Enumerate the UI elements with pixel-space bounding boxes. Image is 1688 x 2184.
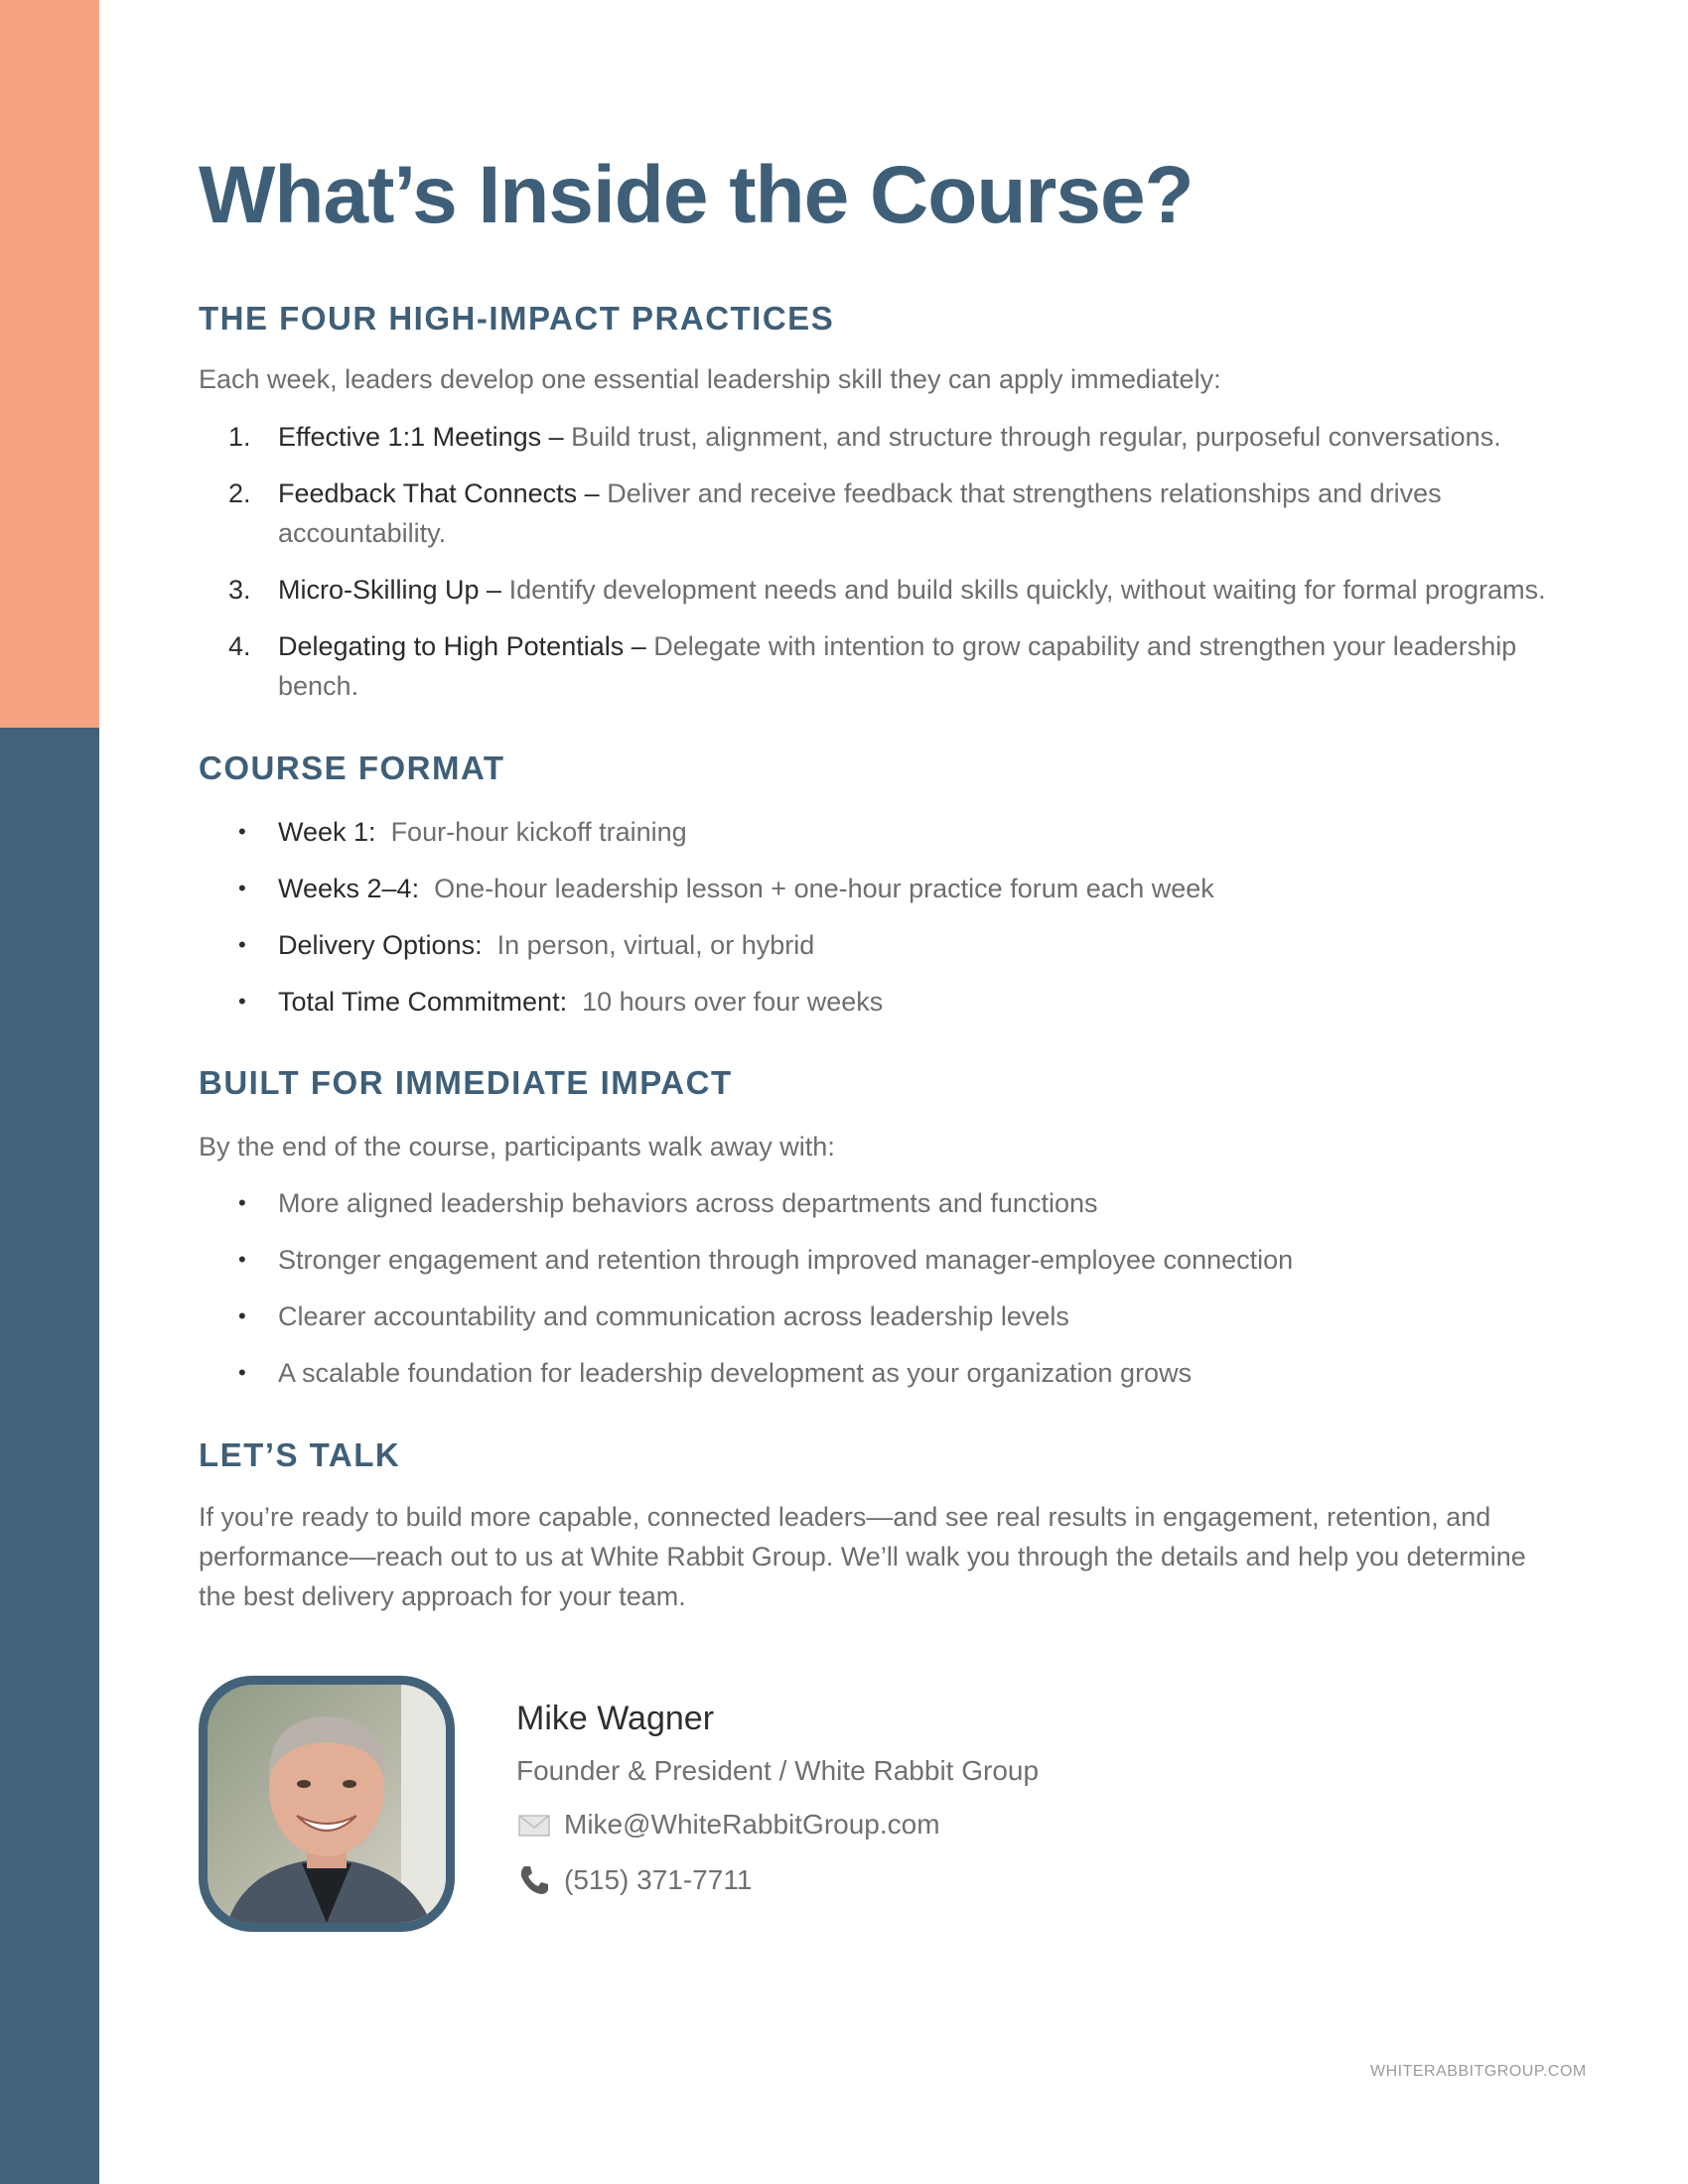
bullet-icon: • xyxy=(238,1247,246,1272)
list-item xyxy=(199,1353,1559,1393)
accent-bar-bottom xyxy=(0,728,99,2184)
bullet-icon: • xyxy=(238,989,246,1014)
list-item xyxy=(199,982,1559,1022)
format-term: Weeks 2–4: xyxy=(278,874,420,903)
list-item xyxy=(199,474,1559,553)
contact-email[interactable]: Mike@WhiteRabbitGroup.com xyxy=(564,1809,940,1840)
envelope-icon xyxy=(516,1807,552,1843)
list-number: 1. xyxy=(228,422,251,452)
impact-text: More aligned leadership behaviors across departments and functions xyxy=(278,1188,1098,1218)
practices-heading: THE FOUR HIGH-IMPACT PRACTICES xyxy=(199,300,835,337)
practice-text: Identify development needs and build skills quickly, without waiting for formal programs. xyxy=(501,575,1546,605)
footer-url[interactable]: WHITERABBITGROUP.COM xyxy=(1370,2063,1587,2080)
format-text: 10 hours over four weeks xyxy=(567,987,884,1017)
contact-phone-row[interactable] xyxy=(516,1862,752,1898)
talk-text: If you’re ready to build more capable, connected leaders—and see real results in engagement, retention, and performance—reach out to us at White Rabbit Group. We’ll walk you through the details and help you determine the best delivery approach for your team. xyxy=(199,1502,1526,1611)
format-list xyxy=(199,812,1559,1022)
format-term: Delivery Options: xyxy=(278,930,483,960)
practice-term: Feedback That Connects – xyxy=(278,478,600,508)
practices-intro: Each week, leaders develop one essential leadership skill they can apply immediately: xyxy=(199,364,1221,394)
list-item xyxy=(199,417,1559,457)
list-item xyxy=(199,570,1559,610)
contact-phone[interactable]: (515) 371-7711 xyxy=(564,1864,753,1895)
format-text: One-hour leadership lesson + one-hour practice forum each week xyxy=(419,874,1214,903)
bullet-icon: • xyxy=(238,1303,246,1328)
format-text: Four-hour kickoff training xyxy=(375,817,687,847)
practice-term: Micro-Skilling Up – xyxy=(278,575,502,605)
bullet-icon: • xyxy=(238,1360,246,1385)
list-item xyxy=(199,1183,1559,1223)
page-title: What’s Inside the Course? xyxy=(199,150,1194,240)
impact-list xyxy=(199,1183,1559,1393)
bullet-icon: • xyxy=(238,1190,246,1215)
contact-email-row[interactable] xyxy=(516,1807,940,1843)
practice-text: Build trust, alignment, and structure through regular, purposeful conversations. xyxy=(563,422,1501,452)
format-heading: COURSE FORMAT xyxy=(199,750,505,786)
impact-text: Stronger engagement and retention through improved manager-employee connection xyxy=(278,1245,1294,1275)
bullet-icon: • xyxy=(238,819,246,844)
avatar-frame xyxy=(199,1676,455,1932)
talk-heading: LET’S TALK xyxy=(199,1436,401,1473)
impact-text: Clearer accountability and communication across leadership levels xyxy=(278,1301,1069,1331)
contact-role: Founder & President / White Rabbit Group xyxy=(516,1755,1040,1786)
contact-name: Mike Wagner xyxy=(516,1700,715,1737)
phone-icon xyxy=(516,1862,552,1898)
list-item xyxy=(199,1297,1559,1336)
impact-heading: BUILT FOR IMMEDIATE IMPACT xyxy=(199,1064,733,1101)
practices-list xyxy=(199,417,1559,706)
practice-text: Deliver and receive feedback that strengthens relationships and drives accountability. xyxy=(278,478,1442,548)
avatar-portrait-icon xyxy=(208,1685,446,1923)
impact-text: A scalable foundation for leadership development as your organization grows xyxy=(278,1358,1193,1388)
list-item xyxy=(199,812,1559,852)
format-text: In person, virtual, or hybrid xyxy=(482,930,815,960)
format-term: Total Time Commitment: xyxy=(278,987,568,1017)
bullet-icon: • xyxy=(238,876,246,900)
accent-bar-top xyxy=(0,0,99,728)
list-item xyxy=(199,1240,1559,1280)
avatar xyxy=(208,1685,446,1923)
list-number: 3. xyxy=(228,575,251,605)
practice-term: Effective 1:1 Meetings – xyxy=(278,422,564,452)
format-term: Week 1: xyxy=(278,817,376,847)
list-item xyxy=(199,925,1559,965)
practice-term: Delegating to High Potentials – xyxy=(278,631,646,661)
impact-intro: By the end of the course, participants walk away with: xyxy=(199,1132,835,1161)
list-number: 2. xyxy=(228,478,251,508)
list-item xyxy=(199,626,1559,706)
list-number: 4. xyxy=(228,631,251,661)
bullet-icon: • xyxy=(238,932,246,957)
list-item xyxy=(199,869,1559,908)
practice-text: Delegate with intention to grow capability and strengthen your leadership bench. xyxy=(278,631,1517,701)
